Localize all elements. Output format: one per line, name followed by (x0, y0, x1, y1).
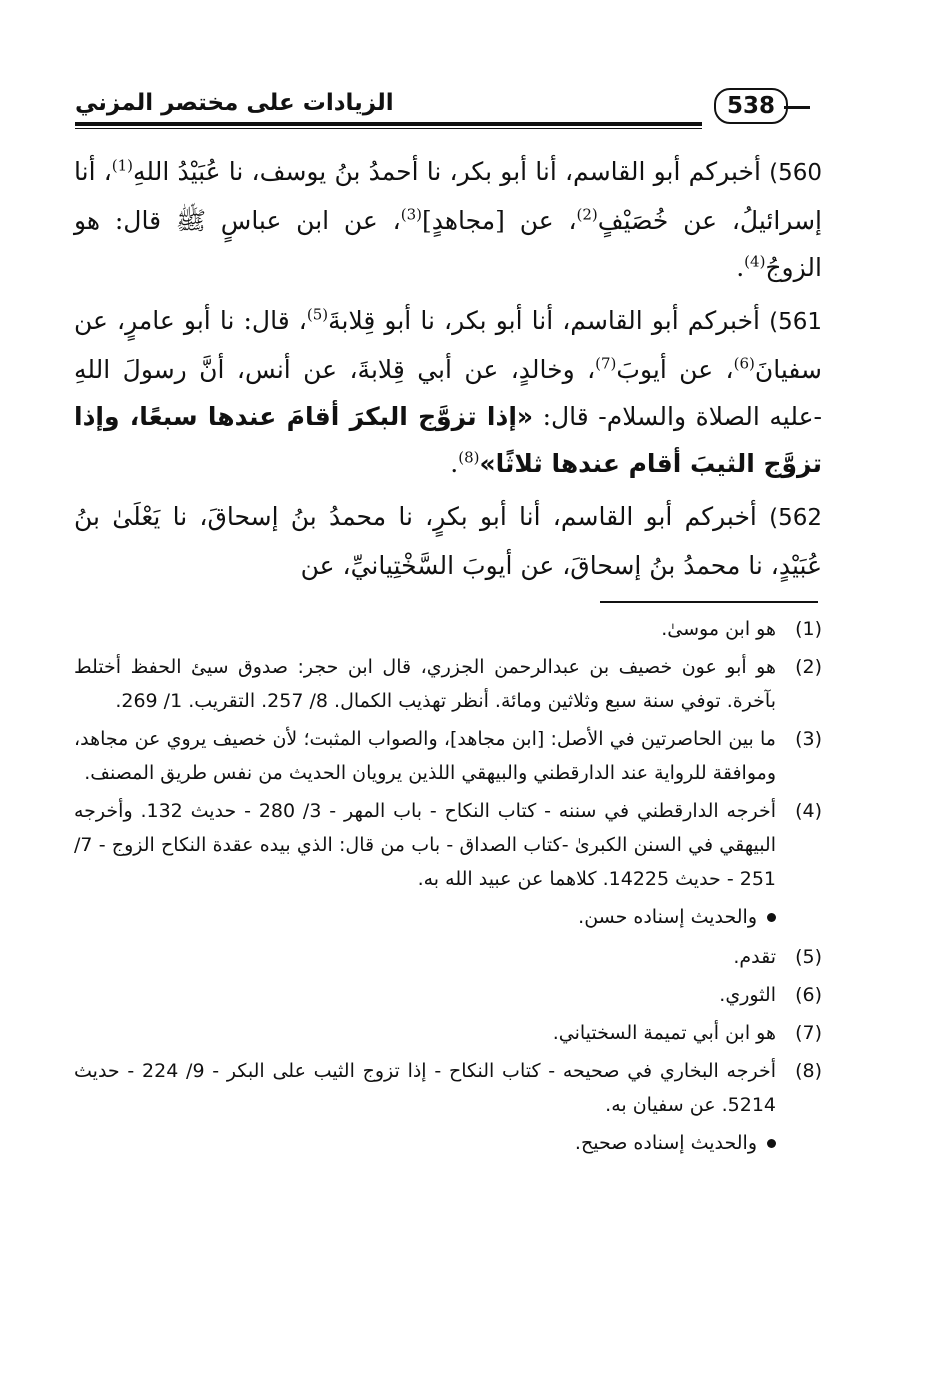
footnote (74, 794, 822, 896)
page-number-tail (784, 106, 810, 109)
hadith-text: ، قال: نا أبو عامرٍ، عن سفيانَ (74, 306, 822, 384)
footnote (74, 978, 822, 1012)
hadith-text: ، عن ابن عباسٍ ﷺ قال: هو الزوجُ (74, 206, 822, 282)
footnotes (74, 612, 822, 1166)
grading-text: والحديث إسناده حسن. (578, 906, 757, 928)
footnote-text: ما بين الحاصرتين في الأصل: [ابن مجاهد]، والصواب المثبت؛ لأن خصيف يروي عن مجاهد، وموافقة للرواية عند الدارقطني والبيهقي اللذين يرويان الحديث من نفس طريق المصنف. (74, 728, 776, 784)
grading-text: والحديث إسناده صحيح. (574, 1132, 757, 1154)
footnote-ref: (3) (400, 205, 422, 224)
bullet-icon (767, 913, 776, 922)
footnote-text: الثوري. (719, 984, 776, 1006)
footnote-number: (5) (795, 946, 822, 968)
footnote (74, 1054, 822, 1122)
hadith-entry (74, 148, 822, 291)
footnote-grading (74, 900, 822, 934)
footnote-number: (2) (795, 656, 822, 678)
hadith-text: . (450, 449, 459, 478)
hadith-quote: «إذا تزوَّج البكرَ أقامَ عندها سبعًا، وإذا تزوَّج الثيبَ أقام عندها ثلاثًا» (74, 402, 822, 478)
footnote (74, 722, 822, 790)
footnote-number: (8) (795, 1060, 822, 1082)
hadith-text: أخبركم أبو القاسم، أنا أبو بكر، نا أحمدُ بنُ يوسف، نا عُبَيْدُ اللهِ (133, 157, 761, 186)
header-rule-thin (75, 128, 702, 129)
footnote-number: (1) (795, 618, 822, 640)
footnote-ref: (1) (111, 156, 134, 175)
footnote (74, 940, 822, 974)
footnote-ref: (8) (458, 448, 480, 467)
main-text (74, 148, 822, 595)
footnote-number: (4) (795, 800, 822, 822)
footnote-text: أخرجه الدارقطني في سننه - كتاب النكاح - باب المهر - 3/ 280 - حديث 132. وأخرجه البيهقي في السنن الكبرىٰ -كتاب الصداق - باب من قال: الذي بيده عقدة النكاح الزوج - 7/ 251 - حديث 14225. كلاهما عن عبيد الله به. (74, 800, 776, 890)
footnote-number: (7) (795, 1022, 822, 1044)
footnote-ref: (2) (576, 205, 598, 224)
hadith-text: ، أنا إسرائيلُ، عن خُصَيْفٍ (74, 157, 822, 235)
footnote-text: هو ابن موسىٰ. (661, 618, 776, 640)
hadith-text: ، عن أيوبَ (616, 355, 734, 384)
hadith-entry (74, 297, 822, 487)
running-header (75, 88, 810, 128)
footnote-ref: (4) (744, 252, 766, 271)
hadith-text: أخبركم أبو القاسم، أنا أبو بكرٍ، نا محمدُ بنُ إسحاقَ، نا يَعْلَىٰ بنُ عُبَيْدٍ، نا محمدُ بنُ إسحاقَ، عن أيوبَ السَّخْتِيانيِّ، عن (74, 502, 822, 580)
footnote (74, 612, 822, 646)
page-number: 538 (714, 88, 788, 124)
footnote-text: هو أبو عون خصيف بن عبدالرحمن الجزري، قال ابن حجر: صدوق سيئ الحفظ أختلط بآخرة. توفي سنة سبع وثلاثين ومائة. أنظر تهذيب الكمال. 8/ 257. التقريب. 1/ 269. (74, 656, 776, 712)
bullet-icon (767, 1139, 776, 1148)
footnote-text: هو ابن أبي تميمة السختياني. (552, 1022, 776, 1044)
hadith-number: 561) (769, 309, 822, 335)
footnote-ref: (5) (306, 305, 329, 324)
hadith-text: . (736, 253, 745, 282)
hadith-text: ، وخالدٍ، عن أبي قِلابةَ، عن أنس، أنَّ رسولَ اللهِ -عليه الصلاة والسلام- قال: (74, 355, 822, 431)
hadith-text: ، عن [مجاهدٍ] (421, 206, 577, 235)
footnote-text: تقدم. (733, 946, 776, 968)
hadith-number: 562) (769, 505, 823, 531)
footnote-separator (600, 601, 818, 603)
footnote (74, 1016, 822, 1050)
footnote-ref: (7) (595, 354, 617, 373)
hadith-number: 560) (769, 160, 822, 186)
hadith-entry (74, 493, 822, 589)
header-rule (75, 122, 702, 126)
footnote-number: (3) (795, 728, 822, 750)
footnote-grading (74, 1126, 822, 1160)
footnote (74, 650, 822, 718)
header-title: الزيادات على مختصر المزني (75, 90, 394, 116)
footnote-ref: (6) (733, 354, 755, 373)
hadith-text: أخبركم أبو القاسم، أنا أبو بكر، نا أبو قِلابةَ (328, 306, 761, 335)
footnote-text: أخرجه البخاري في صحيحه - كتاب النكاح - إذا تزوج الثيب على البكر - 9/ 224 - حديث 5214. عن سفيان به. (74, 1060, 776, 1116)
footnote-number: (6) (795, 984, 822, 1006)
